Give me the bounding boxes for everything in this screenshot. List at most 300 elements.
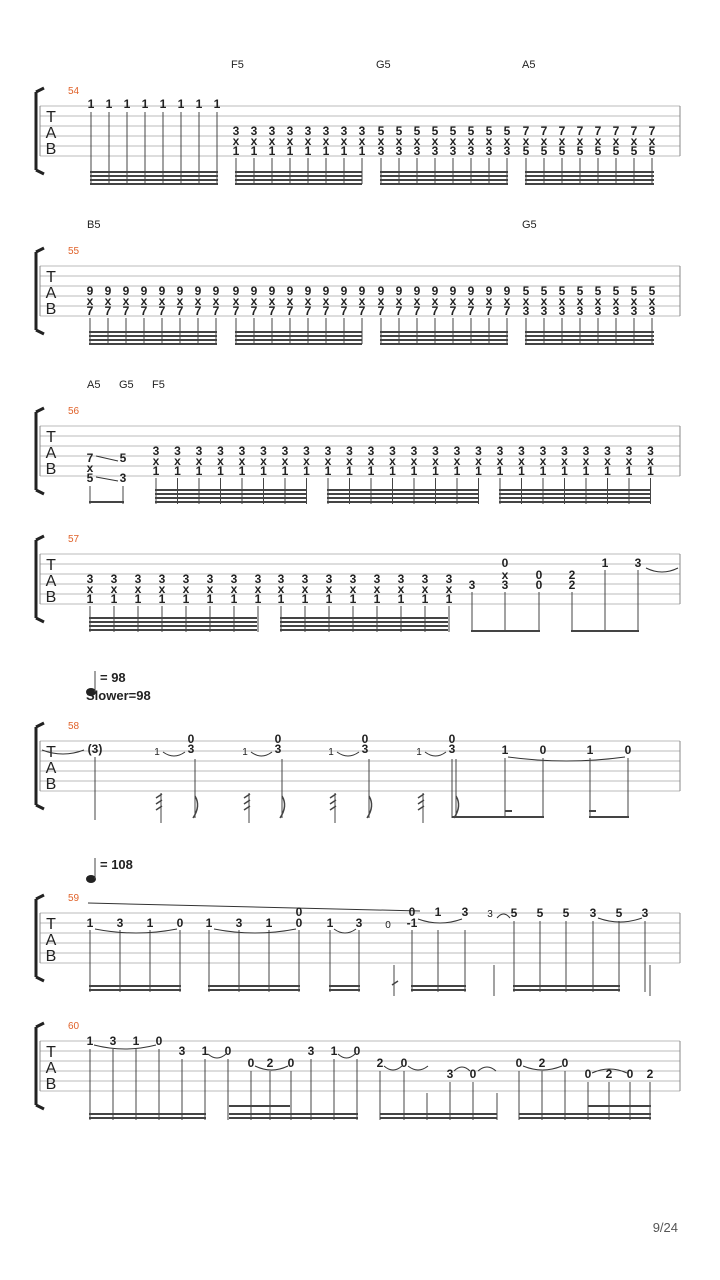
grace-flag — [392, 981, 398, 985]
fret-number: 1 — [213, 97, 221, 111]
fret-number: x — [377, 294, 385, 308]
tempo-marking: = 108 — [100, 857, 133, 872]
fret-number: 7 — [467, 304, 475, 318]
fret-number: x — [503, 134, 511, 148]
fret-number: 1 — [326, 916, 334, 930]
tie — [454, 1067, 470, 1071]
fret-number: 3 — [260, 444, 267, 458]
fret-number: 3 — [277, 572, 285, 586]
fret-number: 3 — [268, 124, 276, 138]
chord-name: G5 — [119, 379, 134, 391]
tie — [478, 1067, 496, 1071]
fret-number: 5 — [395, 124, 403, 138]
measure-number: 56 — [68, 406, 80, 417]
fret-number: x — [301, 582, 309, 596]
fret-number: 3 — [561, 444, 568, 458]
fret-number: 1 — [158, 592, 166, 606]
fret-number: x — [346, 454, 353, 468]
fret-number: 5 — [615, 906, 623, 920]
fret-number: 7 — [522, 124, 530, 138]
tab-clef-letter: T — [46, 109, 56, 126]
tie — [208, 1054, 226, 1058]
tab-clef-letter: A — [45, 932, 57, 949]
fret-number: 1 — [445, 592, 453, 606]
fret-number: 1 — [206, 592, 214, 606]
tie — [163, 752, 185, 756]
fret-number: 7 — [158, 304, 166, 318]
fret-number: x — [485, 294, 493, 308]
fret-number: x — [540, 294, 548, 308]
fret-number: 3 — [432, 444, 439, 458]
fret-number: 7 — [286, 304, 294, 318]
fret-number: 0 — [469, 1067, 477, 1081]
fret-number: 0 — [274, 732, 282, 746]
tab-clef-letter: T — [46, 744, 56, 761]
fret-number: 9 — [86, 284, 94, 298]
fret-number: 7 — [194, 304, 202, 318]
fret-number: 3 — [410, 444, 418, 458]
tempo-marking: = 98 — [100, 670, 126, 685]
tab-clef-letter: T — [46, 916, 56, 933]
chord-name: G5 — [522, 219, 537, 231]
fret-number: 1 — [389, 464, 396, 478]
slide-line — [96, 477, 118, 481]
fret-number: x — [86, 461, 94, 475]
fret-number: 3 — [307, 1044, 315, 1058]
fret-number: 3 — [558, 304, 566, 318]
fret-number: 7 — [431, 304, 439, 318]
fret-number: 0 — [295, 916, 303, 930]
fret-number: x — [421, 582, 429, 596]
fret-number: x — [86, 294, 94, 308]
fret-number: 7 — [268, 304, 276, 318]
fret-number: 3 — [358, 124, 366, 138]
fret-number: 9 — [467, 284, 475, 298]
tie — [408, 1066, 428, 1070]
fret-number: x — [604, 454, 611, 468]
fret-number: 1 — [322, 144, 330, 158]
fret-number: x — [395, 294, 403, 308]
tie — [251, 752, 272, 756]
fret-number: x — [176, 294, 184, 308]
fret-number: 1 — [123, 97, 131, 111]
fret-number: x — [453, 454, 461, 468]
fret-number: 0 — [408, 905, 416, 919]
fret-number: 9 — [122, 284, 130, 298]
fret-number: 3 — [539, 444, 547, 458]
fret-number: 1 — [604, 464, 611, 478]
fret-number: 7 — [122, 304, 130, 318]
fret-number: 3 — [641, 906, 649, 920]
fret-number: x — [467, 294, 475, 308]
fret-number: x — [449, 294, 457, 308]
fret-number: x — [206, 582, 214, 596]
fret-number: 7 — [322, 304, 330, 318]
fret-number: 5 — [510, 906, 518, 920]
chord-name: F5 — [152, 379, 165, 391]
tie — [334, 929, 356, 933]
fret-number: 7 — [212, 304, 220, 318]
fret-number: x — [174, 454, 181, 468]
measure-number: 60 — [68, 1021, 80, 1032]
fret-number: x — [540, 134, 548, 148]
fret-number: 1 — [201, 1044, 209, 1058]
fret-number: 9 — [194, 284, 202, 298]
fret-number: x — [431, 134, 439, 148]
fret-number: x — [410, 454, 418, 468]
fret-number: x — [558, 294, 566, 308]
fret-number: 3 — [467, 144, 475, 158]
fret-number: 1 — [432, 464, 439, 478]
fret-number: x — [539, 454, 547, 468]
fret-number: x — [431, 294, 439, 308]
tie — [646, 568, 678, 572]
tab-clef-letter: T — [46, 557, 56, 574]
fret-number: 1 — [250, 144, 258, 158]
fret-number: 3 — [612, 304, 620, 318]
fret-number: x — [322, 294, 330, 308]
tab-clef-letter: T — [46, 429, 56, 446]
fret-number: 9 — [395, 284, 403, 298]
tab-clef-letter: A — [45, 125, 57, 142]
fret-number: x — [413, 134, 421, 148]
fret-number: 0 — [155, 1034, 163, 1048]
fret-number: 3 — [634, 556, 642, 570]
fret-number: 5 — [540, 284, 548, 298]
fret-number: 5 — [522, 144, 530, 158]
fret-number: x — [389, 454, 396, 468]
fret-number: 3 — [250, 124, 258, 138]
tab-clef-letter: B — [45, 301, 57, 318]
fret-number: 1 — [453, 464, 461, 478]
fret-number: 1 — [242, 747, 248, 758]
fret-number: 1 — [330, 1044, 338, 1058]
fret-number: 7 — [413, 304, 421, 318]
fret-number: x — [212, 294, 220, 308]
fret-number: 0 — [535, 568, 543, 582]
fret-number: x — [358, 134, 366, 148]
fret-number: 1 — [647, 464, 654, 478]
fret-number: x — [158, 294, 166, 308]
fret-number: x — [182, 582, 190, 596]
fret-number: 1 — [205, 916, 213, 930]
fret-number: 1 — [174, 464, 181, 478]
fret-number: 5 — [485, 124, 493, 138]
fret-number: 3 — [468, 578, 476, 592]
fret-number: 5 — [536, 906, 544, 920]
fret-number: 3 — [496, 444, 504, 458]
fret-number: 3 — [232, 124, 240, 138]
fret-number: 7 — [612, 124, 620, 138]
fret-number: 1 — [475, 464, 482, 478]
tie — [214, 929, 296, 933]
fret-number: 1 — [268, 144, 276, 158]
fret-number: x — [230, 582, 238, 596]
fret-number: 7 — [648, 124, 656, 138]
fret-number: 3 — [109, 1034, 117, 1048]
tab-clef-letter: A — [45, 573, 57, 590]
fret-number: 7 — [594, 124, 602, 138]
fret-number: 3 — [503, 144, 511, 158]
fret-number: 0 — [287, 1056, 295, 1070]
fret-number: x — [140, 294, 148, 308]
fret-number: 5 — [377, 124, 385, 138]
fret-number: 3 — [340, 124, 348, 138]
fret-number: x — [467, 134, 475, 148]
fret-number: 9 — [212, 284, 220, 298]
fret-number: 7 — [104, 304, 112, 318]
fret-number: x — [122, 294, 130, 308]
fret-number: 3 — [389, 444, 396, 458]
fret-number: x — [522, 134, 530, 148]
fret-number: x — [277, 582, 285, 596]
fret-number: x — [304, 294, 312, 308]
fret-number: 9 — [104, 284, 112, 298]
fret-number: 3 — [322, 124, 330, 138]
fret-number: 7 — [176, 304, 184, 318]
fret-number: x — [449, 134, 457, 148]
fret-number: x — [250, 294, 258, 308]
fret-number: 7 — [250, 304, 258, 318]
fret-number: 1 — [232, 144, 240, 158]
fret-number: 7 — [377, 304, 385, 318]
tie — [418, 919, 462, 923]
fret-number: 0 — [187, 732, 195, 746]
fret-number: 1 — [518, 464, 525, 478]
fret-number: 0 — [400, 1056, 408, 1070]
tab-clef-letter: A — [45, 445, 57, 462]
fret-number: 9 — [377, 284, 385, 298]
fret-number: 7 — [304, 304, 312, 318]
fret-number: 1 — [358, 144, 366, 158]
fret-number: x — [260, 454, 267, 468]
fret-number: 9 — [286, 284, 294, 298]
fret-number: x — [594, 134, 602, 148]
fret-number: 1 — [410, 464, 418, 478]
fret-number: 2 — [605, 1067, 613, 1081]
fret-number: 9 — [268, 284, 276, 298]
fret-number: 0 — [224, 1044, 232, 1058]
fret-number: 9 — [340, 284, 348, 298]
fret-number: x — [158, 582, 166, 596]
fret-number: 3 — [445, 572, 453, 586]
fret-number: 5 — [119, 451, 127, 465]
fret-number: 7 — [395, 304, 403, 318]
fret-number: x — [304, 134, 312, 148]
fret-number: 3 — [397, 572, 405, 586]
fret-number: 7 — [358, 304, 366, 318]
fret-number: x — [496, 454, 504, 468]
fret-number: 3 — [485, 144, 493, 158]
tab-clef-letter: B — [45, 141, 57, 158]
fret-number: 1 — [324, 464, 332, 478]
fret-number: 1 — [265, 916, 273, 930]
fret-number: x — [648, 134, 656, 148]
fret-number: 7 — [449, 304, 457, 318]
tie — [337, 752, 359, 756]
fret-number: 1 — [561, 464, 568, 478]
fret-number: 5 — [467, 124, 475, 138]
tab-clef-letter: T — [46, 269, 56, 286]
fret-number: x — [522, 294, 530, 308]
fret-number: 3 — [522, 304, 530, 318]
fret-number: x — [110, 582, 118, 596]
fret-number: 3 — [235, 916, 243, 930]
fret-number: 9 — [485, 284, 493, 298]
fret-number: 1 — [146, 916, 154, 930]
fret-number: 0 — [448, 732, 456, 746]
fret-number: 3 — [582, 444, 590, 458]
fret-number: 0 — [385, 920, 391, 931]
fret-number: x — [561, 454, 568, 468]
fret-number: 7 — [86, 304, 94, 318]
fret-number: 5 — [86, 471, 94, 485]
fret-number: 3 — [217, 444, 224, 458]
fret-number: 0 — [515, 1056, 523, 1070]
fret-number: x — [340, 134, 348, 148]
fret-number: 1 — [195, 464, 203, 478]
fret-number: 9 — [503, 284, 511, 298]
fret-number: 0 — [353, 1044, 361, 1058]
fret-number: 1 — [625, 464, 633, 478]
fret-number: 3 — [206, 572, 214, 586]
fret-number: 3 — [501, 578, 509, 592]
fret-number: x — [413, 294, 421, 308]
fret-number: 3 — [589, 906, 597, 920]
fret-number: x — [340, 294, 348, 308]
fret-number: 1 — [260, 464, 267, 478]
fret-number: 1 — [86, 1034, 94, 1048]
fret-number: 1 — [217, 464, 224, 478]
fret-number: 1 — [601, 556, 609, 570]
fret-number: 3 — [254, 572, 262, 586]
fret-number: 3 — [274, 742, 282, 756]
slide-line — [88, 903, 420, 911]
fret-number: x — [518, 454, 525, 468]
fret-number: 1 — [141, 97, 149, 111]
fret-number: 1 — [328, 747, 334, 758]
tab-clef-letter: B — [45, 589, 57, 606]
fret-number: x — [432, 454, 439, 468]
fret-number: 3 — [630, 304, 638, 318]
fret-number: 9 — [431, 284, 439, 298]
fret-number: 3 — [625, 444, 633, 458]
fret-number: 3 — [518, 444, 525, 458]
fret-number: 9 — [140, 284, 148, 298]
fret-number: 3 — [303, 444, 310, 458]
fret-number: 3 — [346, 444, 353, 458]
fret-number: 1 — [286, 144, 294, 158]
fret-number: 5 — [576, 144, 584, 158]
fret-number: 1 — [373, 592, 381, 606]
fret-number: 3 — [152, 444, 160, 458]
fret-number: 5 — [540, 144, 548, 158]
page-number: 9/24 — [652, 1220, 678, 1235]
fret-number: x — [485, 134, 493, 148]
fret-number: x — [358, 294, 366, 308]
fret-number: (3) — [87, 742, 103, 756]
fret-number: x — [630, 134, 638, 148]
fret-number: x — [397, 582, 405, 596]
fret-number: 9 — [413, 284, 421, 298]
fret-number: 1 — [110, 592, 118, 606]
fret-number: 0 — [501, 556, 509, 570]
fret-number: 7 — [485, 304, 493, 318]
fret-number: 3 — [453, 444, 461, 458]
tab-clef-letter: A — [45, 285, 57, 302]
fret-number: 5 — [612, 144, 620, 158]
fret-number: 3 — [355, 916, 363, 930]
fret-number: x — [303, 454, 310, 468]
fret-number: x — [195, 454, 203, 468]
fret-number: 3 — [174, 444, 181, 458]
tab-clef-letter: A — [45, 760, 57, 777]
fret-number: x — [86, 582, 94, 596]
fret-number: 3 — [324, 444, 332, 458]
fret-number: x — [322, 134, 330, 148]
fret-number: 1 — [254, 592, 262, 606]
measure-number: 54 — [68, 86, 80, 97]
fret-number: 1 — [301, 592, 309, 606]
fret-number: 3 — [86, 572, 94, 586]
fret-number: 5 — [594, 144, 602, 158]
tab-clef-letter: B — [45, 1076, 57, 1093]
fret-number: 3 — [178, 1044, 186, 1058]
fret-number: 3 — [301, 572, 309, 586]
fret-number: 5 — [503, 124, 511, 138]
fret-number: 3 — [431, 144, 439, 158]
tie — [384, 1066, 402, 1070]
tie — [94, 1045, 156, 1049]
fret-number: 0 — [295, 905, 303, 919]
fret-number: 3 — [594, 304, 602, 318]
fret-number: 3 — [286, 124, 294, 138]
fret-number: x — [612, 134, 620, 148]
fret-number: 1 — [86, 916, 94, 930]
fret-number: x — [268, 294, 276, 308]
fret-number: x — [286, 134, 294, 148]
fret-number: x — [324, 454, 332, 468]
fret-number: x — [232, 294, 240, 308]
measure-number: 55 — [68, 246, 80, 257]
fret-number: 2 — [538, 1056, 546, 1070]
fret-number: 2 — [376, 1056, 384, 1070]
fret-number: 1 — [501, 743, 509, 757]
fret-number: 3 — [449, 144, 457, 158]
fret-number: 1 — [154, 747, 160, 758]
measure-number: 57 — [68, 534, 80, 545]
fret-number: x — [104, 294, 112, 308]
fret-number: x — [134, 582, 142, 596]
fret-number: 3 — [182, 572, 190, 586]
fret-number: x — [373, 582, 381, 596]
chord-name: G5 — [376, 59, 391, 71]
fret-number: 3 — [373, 572, 381, 586]
fret-number: x — [367, 454, 375, 468]
fret-number: x — [217, 454, 224, 468]
fret-number: 3 — [421, 572, 429, 586]
fret-number: x — [576, 294, 584, 308]
fret-number: 3 — [158, 572, 166, 586]
fret-number: 3 — [110, 572, 118, 586]
fret-number: 7 — [140, 304, 148, 318]
fret-number: x — [625, 454, 633, 468]
fret-number: 1 — [105, 97, 113, 111]
fret-number: 3 — [647, 444, 654, 458]
tie — [508, 757, 625, 761]
fret-number: 5 — [648, 284, 656, 298]
fret-number: x — [503, 294, 511, 308]
